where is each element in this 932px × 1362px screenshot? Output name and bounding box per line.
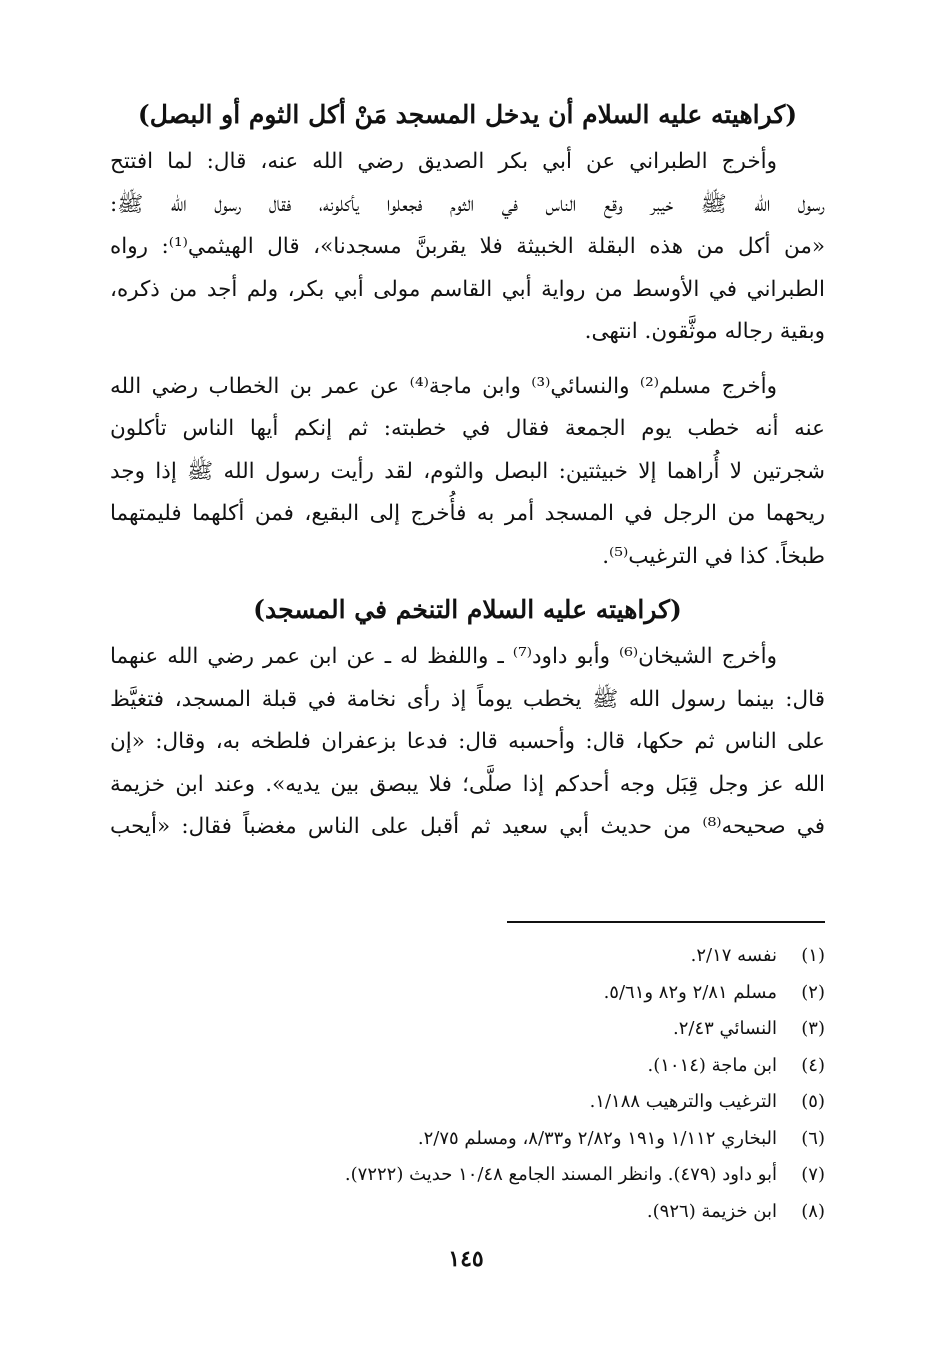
- page-number: ١٤٥: [448, 1246, 484, 1272]
- text-line: على الناس ثم حكها، قال: وأحسبه قال: فدعا بزعفران فلطخه به، وقال: «إن: [110, 729, 825, 754]
- footnote-text: ابن ماجة (١٠١٤).: [647, 1054, 777, 1076]
- text-line: وأخرج الشيخان⁽⁶⁾ وأبو داود⁽⁷⁾ ـ واللفظ له ـ عن ابن عمر رضي الله عنهما: [110, 644, 777, 669]
- footnote-item: [205, 975, 825, 1012]
- footnote-text: أبو داود (٤٧٩). وانظر المسند الجامع ١٠/٤٨ حديث (٧٢٢٢).: [344, 1164, 777, 1185]
- text-line: في صحيحه⁽⁸⁾ من حديث أبي سعيد ثم أقبل على الناس مغضباً فقال: «أيحب: [110, 814, 826, 839]
- footnote-item: [205, 1194, 825, 1231]
- section-heading-garlic: (كراهيته عليه السلام أن يدخل المسجد مَنْ أكل الثوم أو البصل): [137, 100, 798, 129]
- footnote-item: [205, 1121, 825, 1158]
- footnote-item: [205, 938, 825, 975]
- text-line: الله عز وجل قِبَل وجه أحدكم إذا صلَّى؛ فلا يبصق بين يديه». وعند ابن خزيمة: [110, 771, 825, 797]
- page-body: [110, 95, 825, 849]
- text-line: طبخاً. كذا في الترغيب⁽⁵⁾.: [602, 543, 825, 569]
- footnote-item: [205, 1084, 825, 1121]
- footnote-number: (٥): [801, 1091, 825, 1112]
- footnote-number: (٦): [801, 1127, 825, 1149]
- paragraph-shaykhan: [110, 636, 825, 849]
- text-line: وأخرج الطبراني عن أبي بكر الصديق رضي الله عنه، قال: لما افتتح: [110, 149, 777, 174]
- footnote-number: (٨): [801, 1200, 825, 1222]
- text-line: وبقية رجاله موثَّقون. انتهى.: [584, 319, 825, 344]
- footnote-item: [205, 1011, 825, 1048]
- footnote-text: نفسه ٢/١٧.: [690, 945, 777, 966]
- footnotes: [205, 938, 825, 1230]
- footnote-number: (١): [801, 945, 825, 966]
- text-line: الطبراني في الأوسط من رواية أبي القاسم مولى أبي بكر، ولم أجد من ذكره،: [110, 276, 825, 302]
- footnote-text: البخاري ١/١١٢ و١٩١ و٢/٨٢ و٨/٣٣، ومسلم ٢/٧٥.: [417, 1127, 777, 1149]
- footnote-text: النسائي ٢/٤٣.: [672, 1018, 777, 1039]
- footnote-number: (٤): [801, 1054, 825, 1076]
- text-line: عنه أنه خطب يوم الجمعة فقال في خطبته: ثم إنكم أيها الناس تأكلون: [110, 416, 825, 441]
- text-line: قال: بينما رسول الله ﷺ يخطب يوماً إذ رأى نخامة في قبلة المسجد، فتغيَّظ: [110, 686, 825, 712]
- section-heading-spitting: (كراهيته عليه السلام التنخم في المسجد): [253, 595, 682, 624]
- text-line: شجرتين لا أُراهما إلا خبيثتين: البصل والثوم، لقد رأيت رسول الله ﷺ إذا وجد: [110, 458, 825, 484]
- footnote-number: (٧): [801, 1164, 825, 1185]
- footnote-separator: [507, 921, 825, 923]
- footnote-number: (٢): [801, 981, 825, 1003]
- text-line: وأخرج مسلم⁽²⁾ والنسائي⁽³⁾ وابن ماجة⁽⁴⁾ عن عمر بن الخطاب رضي الله: [110, 373, 777, 399]
- footnote-number: (٣): [801, 1018, 825, 1039]
- footnote-text: الترغيب والترهيب ١/١٨٨.: [589, 1091, 777, 1112]
- paragraph-tabarani: [110, 141, 825, 354]
- footnote-item: [205, 1157, 825, 1194]
- paragraph-muslim: [110, 366, 825, 579]
- text-line: رسول الله ﷺ خيبر وقع الناس في الثوم فجعلوا يأكلونه، فقال رسول الله ﷺ:: [110, 191, 825, 217]
- text-line: ريحهما من الرجل في المسجد أمر به فأُخرج إلى البقيع، فمن أكلهما فليمتهما: [110, 501, 825, 526]
- footnote-item: [205, 1048, 825, 1085]
- text-line: «من أكل من هذه البقلة الخبيثة فلا يقربنَّ مسجدنا»، قال الهيثمي⁽¹⁾: رواه: [110, 234, 825, 259]
- footnote-text: مسلم ٢/٨١ و٨٢ و٥/٦١.: [603, 981, 777, 1003]
- footnote-text: ابن خزيمة (٩٢٦).: [646, 1200, 777, 1222]
